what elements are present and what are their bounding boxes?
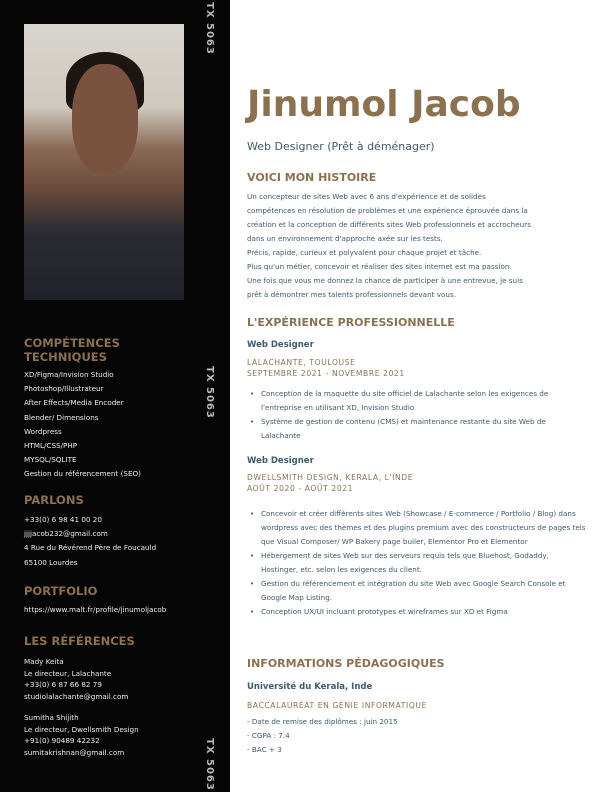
stamp-text: TX 5063 (204, 738, 215, 791)
story-text: Un concepteur de sites Web avec 6 ans d'expérience et de solides compétences en résolution de problèmes et une expérience éprouvée dans la création et la conception de différents sites Web professionnels et accrocheurs dans un environnement d'approche axée sur les tests. Précis, rapide, curieux et polyvalent pour chaque projet et tâche. Plus qu'un métier, concevoir et réaliser des sites internet est ma passion. Une fois que vous me donnez la chance de participer à une entrevue, je suis prêt à démontrer mes talents professionnels devant vous. (247, 192, 531, 299)
contact-heading: PARLONS (24, 493, 84, 507)
experience-heading: L'EXPÉRIENCE PROFESSIONNELLE (247, 316, 455, 329)
sidebar (0, 0, 230, 792)
story-heading: VOICI MON HISTOIRE (247, 171, 377, 184)
address: 65100 Lourdes (24, 557, 78, 567)
portfolio-link[interactable]: https://www.malt.fr/profile/jinumoljacob (24, 605, 167, 614)
address: 4 Rue du Révérend Père de Foucauld (24, 543, 157, 553)
school: Université du Kerala, Inde (247, 682, 373, 692)
job-bullets: • Concevoir et créer différents sites Web (Showcase / E-commerce / Portfolio / Blog) dans wordpress avec des thèmes et des plugins premium avec des constructeurs de pages tels que Visual Composer/ WP Bakery page builer, Elementor Pro et Elementor • Hébergement de sites Web sur des serveurs requis tels que Bluehost, Godaddy, Hostinger, etc. selon les exigences du client. • Gestion du référencement et intégration du site Web avec Google Search Console et Google Map Listing. • Conception UX/UI incluant prototypes et wireframes sur XD et Figma (247, 507, 587, 619)
skills-list: XD/Figma/Invision Studio Photoshop/Illustrateur After Effects/Media Encoder Blender/ Dimensions Wordpress HTML/CSS/PHP MYSQL/SQLITE Gestion du référencement (SEO) (24, 370, 141, 479)
contact-list (24, 513, 156, 570)
degree: BACCALAURÉAT EN GÉNIE INFORMATIQUE (247, 701, 427, 710)
references-heading: LES RÉFÉRENCES (24, 634, 135, 648)
job-title: Web Designer (247, 340, 314, 350)
education-details: - Date de remise des diplômes : juin 2015 - CGPA : 7.4 - BAC + 3 (247, 717, 398, 754)
candidate-name: Jinumol Jacob (247, 84, 521, 125)
job-company: LALACHANTE, TOULOUSE SEPTEMBRE 2021 - NOVEMBRE 2021 (247, 358, 405, 378)
phone: +33(0) 6 98 41 00 20 (24, 515, 102, 524)
job-title: Web Designer (Prêt à déménager) (247, 140, 435, 153)
profile-photo (24, 24, 184, 300)
stamp-text: TX 5063 (204, 2, 215, 55)
education-heading: INFORMATIONS PÉDAGOGIQUES (247, 657, 445, 670)
email-link[interactable]: jjjjacob232@gmail.com (24, 529, 108, 539)
job-title: Web Designer (247, 456, 314, 466)
reference: Sumitha Shijith Le directeur, Dwellsmith Design +91(0) 90489 42232 sumitakrishnan@gmail.com (24, 713, 139, 757)
portfolio-heading: PORTFOLIO (24, 584, 98, 598)
job-bullets: • Conception de la maquette du site officiel de Lalachante selon les exigences de l'entreprise en utilisant XD, Invision Studio • Système de gestion de contenu (CMS) et maintenance restante du site Web de Lalachante (247, 387, 587, 443)
skills-heading: COMPÉTENCES TECHNIQUES (24, 336, 120, 364)
reference: Mady Keita Le directeur, Lalachante +33(0) 6 87 66 82 79 studiolalachante@gmail.com (24, 657, 129, 701)
stamp-text: TX 5063 (204, 366, 215, 419)
job-company: DWELLSMITH DESIGN, KERALA, L'INDE AOÛT 2020 - AOÛT 2021 (247, 473, 414, 493)
